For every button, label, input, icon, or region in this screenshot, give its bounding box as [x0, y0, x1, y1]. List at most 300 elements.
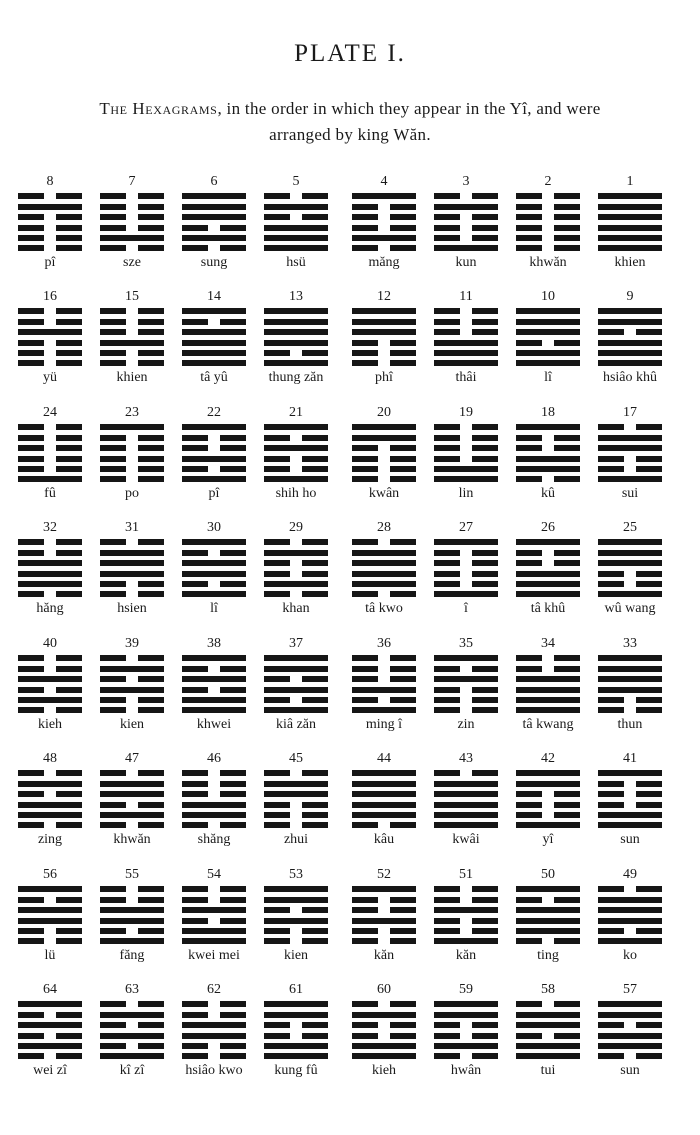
broken-line — [264, 770, 328, 776]
subtitle-line2: arranged by king Wăn. — [269, 125, 431, 144]
solid-line — [100, 812, 164, 818]
hexagram-name: thun — [617, 717, 643, 732]
solid-line — [516, 319, 580, 325]
hexagram-number: 9 — [626, 289, 634, 304]
broken-line — [100, 350, 164, 356]
hexagram-name: hăng — [36, 601, 64, 616]
hexagram-name: tui — [540, 1063, 556, 1078]
solid-line — [598, 666, 662, 672]
broken-line — [352, 245, 416, 251]
broken-line — [18, 1012, 82, 1018]
broken-line — [434, 770, 498, 776]
broken-line — [100, 204, 164, 210]
solid-line — [264, 550, 328, 556]
solid-line — [264, 424, 328, 430]
broken-line — [434, 707, 498, 713]
solid-line — [352, 571, 416, 577]
hexagram-name: kiâ zăn — [275, 717, 317, 732]
broken-line — [182, 581, 246, 587]
hexagram-name: wû wang — [604, 601, 656, 616]
broken-line — [18, 655, 82, 661]
hexagram-number: 32 — [43, 520, 57, 535]
solid-line — [264, 340, 328, 346]
broken-line — [18, 435, 82, 441]
broken-line — [352, 456, 416, 462]
hexagram-number: 20 — [377, 405, 391, 420]
hexagram-name: khien — [614, 255, 646, 270]
broken-line — [18, 245, 82, 251]
hexagram-number: 43 — [459, 751, 473, 766]
solid-line — [100, 791, 164, 797]
hexagram-name: hsiâo khû — [602, 370, 658, 385]
solid-line — [598, 1033, 662, 1039]
broken-line — [352, 655, 416, 661]
broken-line — [264, 571, 328, 577]
solid-line — [18, 907, 82, 913]
broken-line — [182, 770, 246, 776]
solid-line — [264, 655, 328, 661]
broken-line — [516, 938, 580, 944]
hexagram-number: 52 — [377, 867, 391, 882]
broken-line — [352, 445, 416, 451]
solid-line — [100, 560, 164, 566]
broken-line — [18, 791, 82, 797]
broken-line — [182, 822, 246, 828]
solid-line — [516, 687, 580, 693]
broken-line — [182, 1012, 246, 1018]
broken-line — [100, 360, 164, 366]
broken-line — [516, 655, 580, 661]
solid-line — [516, 886, 580, 892]
hexagram-number: 30 — [207, 520, 221, 535]
solid-line — [182, 204, 246, 210]
solid-line — [18, 581, 82, 587]
broken-line — [18, 539, 82, 545]
broken-line — [264, 676, 328, 682]
hexagram-number: 39 — [125, 636, 139, 651]
hexagram-number: 5 — [292, 174, 300, 189]
hexagram-number: 21 — [289, 405, 303, 420]
broken-line — [264, 591, 328, 597]
hexagram-name: lî — [544, 370, 552, 385]
broken-line — [352, 539, 416, 545]
broken-line — [434, 456, 498, 462]
broken-line — [18, 466, 82, 472]
hexagram-name: kăn — [373, 948, 395, 963]
hexagram-name: khwăn — [529, 255, 567, 270]
solid-line — [516, 1043, 580, 1049]
hexagram-name: kung fû — [274, 1063, 318, 1078]
broken-line — [352, 350, 416, 356]
solid-line — [516, 581, 580, 587]
broken-line — [352, 340, 416, 346]
broken-line — [264, 928, 328, 934]
broken-line — [264, 812, 328, 818]
solid-line — [598, 204, 662, 210]
broken-line — [598, 424, 662, 430]
hexagram-number: 11 — [459, 289, 473, 304]
solid-line — [598, 676, 662, 682]
hexagram-name: thâi — [455, 370, 477, 385]
broken-line — [598, 466, 662, 472]
solid-line — [264, 308, 328, 314]
solid-line — [18, 204, 82, 210]
hexagram-number: 36 — [377, 636, 391, 651]
broken-line — [182, 886, 246, 892]
broken-line — [434, 1053, 498, 1059]
solid-line — [516, 591, 580, 597]
broken-line — [182, 1043, 246, 1049]
solid-line — [434, 791, 498, 797]
broken-line — [434, 666, 498, 672]
hexagram-number: 40 — [43, 636, 57, 651]
hexagram-number: 2 — [544, 174, 552, 189]
solid-line — [182, 907, 246, 913]
solid-line — [182, 308, 246, 314]
solid-line — [264, 329, 328, 335]
solid-line — [516, 456, 580, 462]
broken-line — [352, 1022, 416, 1028]
solid-line — [598, 938, 662, 944]
broken-line — [18, 822, 82, 828]
broken-line — [100, 466, 164, 472]
solid-line — [434, 466, 498, 472]
hexagram-name: phî — [375, 370, 393, 385]
solid-line — [352, 1053, 416, 1059]
broken-line — [598, 928, 662, 934]
solid-line — [182, 707, 246, 713]
solid-line — [598, 1043, 662, 1049]
hexagram-number: 58 — [541, 982, 555, 997]
hexagram-number: 27 — [459, 520, 473, 535]
hexagram-name: zing — [37, 832, 63, 847]
solid-line — [598, 214, 662, 220]
solid-line — [352, 193, 416, 199]
solid-line — [264, 687, 328, 693]
hexagram-number: 25 — [623, 520, 637, 535]
solid-line — [516, 424, 580, 430]
broken-line — [100, 655, 164, 661]
broken-line — [18, 550, 82, 556]
solid-line — [182, 340, 246, 346]
solid-line — [598, 193, 662, 199]
solid-line — [264, 476, 328, 482]
solid-line — [598, 435, 662, 441]
solid-line — [100, 235, 164, 241]
hexagram-name: khwăn — [113, 832, 151, 847]
broken-line — [264, 539, 328, 545]
broken-line — [516, 560, 580, 566]
solid-line — [264, 918, 328, 924]
broken-line — [516, 550, 580, 556]
broken-line — [264, 1022, 328, 1028]
broken-line — [182, 918, 246, 924]
solid-line — [264, 1001, 328, 1007]
solid-line — [434, 340, 498, 346]
broken-line — [100, 329, 164, 335]
hexagram-number: 3 — [462, 174, 470, 189]
hexagram-name: khan — [282, 601, 310, 616]
solid-line — [598, 687, 662, 693]
solid-line — [598, 907, 662, 913]
hexagram-name: zhui — [283, 832, 309, 847]
solid-line — [182, 424, 246, 430]
solid-line — [264, 360, 328, 366]
broken-line — [516, 204, 580, 210]
hexagram-number: 54 — [207, 867, 221, 882]
broken-line — [352, 360, 416, 366]
broken-line — [100, 707, 164, 713]
broken-line — [264, 350, 328, 356]
broken-line — [264, 822, 328, 828]
broken-line — [598, 581, 662, 587]
hexagram-number: 4 — [380, 174, 388, 189]
solid-line — [598, 591, 662, 597]
hexagram-name: hsien — [117, 601, 147, 616]
broken-line — [18, 707, 82, 713]
solid-line — [182, 676, 246, 682]
solid-line — [516, 676, 580, 682]
broken-line — [598, 791, 662, 797]
broken-line — [182, 897, 246, 903]
solid-line — [598, 770, 662, 776]
solid-line — [598, 235, 662, 241]
broken-line — [516, 812, 580, 818]
solid-line — [264, 897, 328, 903]
solid-line — [182, 591, 246, 597]
solid-line — [182, 697, 246, 703]
hexagram-name: sui — [621, 486, 639, 501]
broken-line — [100, 1022, 164, 1028]
hexagram-number: 45 — [289, 751, 303, 766]
solid-line — [516, 308, 580, 314]
hexagram-number: 55 — [125, 867, 139, 882]
solid-line — [516, 770, 580, 776]
broken-line — [352, 214, 416, 220]
broken-line — [434, 214, 498, 220]
broken-line — [100, 581, 164, 587]
hexagram-number: 47 — [125, 751, 139, 766]
broken-line — [434, 424, 498, 430]
hexagram-number: 29 — [289, 520, 303, 535]
solid-line — [182, 360, 246, 366]
solid-line — [264, 225, 328, 231]
broken-line — [434, 697, 498, 703]
broken-line — [434, 571, 498, 577]
solid-line — [598, 655, 662, 661]
hexagram-name: kien — [283, 948, 309, 963]
broken-line — [100, 770, 164, 776]
hexagram-number: 48 — [43, 751, 57, 766]
solid-line — [182, 214, 246, 220]
plate-title: PLATE I. — [294, 40, 406, 67]
hexagram-number: 15 — [125, 289, 139, 304]
solid-line — [100, 781, 164, 787]
solid-line — [182, 235, 246, 241]
broken-line — [434, 193, 498, 199]
solid-line — [18, 476, 82, 482]
solid-line — [434, 204, 498, 210]
hexagram-name: kwân — [368, 486, 400, 501]
broken-line — [18, 897, 82, 903]
broken-line — [434, 550, 498, 556]
solid-line — [352, 918, 416, 924]
hexagram-number: 13 — [289, 289, 303, 304]
subtitle-lead: The Hexagrams — [99, 99, 218, 118]
hexagram-number: 59 — [459, 982, 473, 997]
hexagram-name: ming î — [365, 717, 403, 732]
solid-line — [598, 319, 662, 325]
solid-line — [434, 476, 498, 482]
solid-line — [264, 1053, 328, 1059]
hexagram-name: kwâi — [452, 832, 480, 847]
broken-line — [100, 539, 164, 545]
broken-line — [18, 350, 82, 356]
solid-line — [100, 666, 164, 672]
broken-line — [182, 445, 246, 451]
hexagram-number: 57 — [623, 982, 637, 997]
broken-line — [516, 193, 580, 199]
broken-line — [434, 319, 498, 325]
broken-line — [18, 424, 82, 430]
solid-line — [264, 235, 328, 241]
broken-line — [100, 193, 164, 199]
hexagram-number: 53 — [289, 867, 303, 882]
broken-line — [18, 456, 82, 462]
solid-line — [434, 676, 498, 682]
solid-line — [18, 812, 82, 818]
broken-line — [182, 550, 246, 556]
solid-line — [598, 550, 662, 556]
solid-line — [18, 886, 82, 892]
hexagram-name: khwei — [196, 717, 232, 732]
broken-line — [182, 466, 246, 472]
hexagram-name: kien — [119, 717, 145, 732]
broken-line — [516, 1001, 580, 1007]
solid-line — [100, 1012, 164, 1018]
broken-line — [434, 897, 498, 903]
broken-line — [352, 666, 416, 672]
solid-line — [352, 550, 416, 556]
broken-line — [18, 445, 82, 451]
broken-line — [598, 802, 662, 808]
solid-line — [182, 802, 246, 808]
solid-line — [100, 907, 164, 913]
solid-line — [434, 1043, 498, 1049]
broken-line — [352, 822, 416, 828]
hexagram-number: 26 — [541, 520, 555, 535]
broken-line — [18, 687, 82, 693]
broken-line — [516, 435, 580, 441]
hexagram-number: 42 — [541, 751, 555, 766]
solid-line — [516, 707, 580, 713]
solid-line — [516, 781, 580, 787]
solid-line — [434, 655, 498, 661]
solid-line — [598, 918, 662, 924]
broken-line — [516, 476, 580, 482]
solid-line — [18, 781, 82, 787]
broken-line — [352, 928, 416, 934]
broken-line — [182, 245, 246, 251]
hexagram-name: kwei mei — [188, 948, 240, 963]
hexagram-name: hsü — [286, 255, 306, 270]
broken-line — [434, 687, 498, 693]
solid-line — [352, 560, 416, 566]
broken-line — [18, 308, 82, 314]
hexagram-name: sun — [620, 1063, 640, 1078]
solid-line — [598, 245, 662, 251]
solid-line — [516, 360, 580, 366]
broken-line — [434, 918, 498, 924]
broken-line — [100, 928, 164, 934]
solid-line — [100, 571, 164, 577]
hexagram-name: kû — [541, 486, 555, 501]
broken-line — [352, 225, 416, 231]
hexagram-name: pî — [44, 255, 56, 270]
broken-line — [18, 214, 82, 220]
hexagram-number: 6 — [210, 174, 218, 189]
hexagram-name: kăn — [455, 948, 477, 963]
solid-line — [352, 1043, 416, 1049]
solid-line — [264, 319, 328, 325]
hexagram-name: kâu — [373, 832, 395, 847]
hexagram-number: 18 — [541, 405, 555, 420]
hexagram-name: hwân — [450, 1063, 482, 1078]
solid-line — [352, 235, 416, 241]
broken-line — [434, 329, 498, 335]
solid-line — [182, 560, 246, 566]
solid-line — [434, 245, 498, 251]
solid-line — [434, 822, 498, 828]
hexagram-number: 50 — [541, 867, 555, 882]
solid-line — [598, 445, 662, 451]
hexagram-name: lî — [210, 601, 218, 616]
solid-line — [264, 791, 328, 797]
solid-line — [264, 245, 328, 251]
solid-line — [516, 466, 580, 472]
hexagram-number: 1 — [626, 174, 634, 189]
broken-line — [434, 928, 498, 934]
broken-line — [100, 697, 164, 703]
broken-line — [18, 225, 82, 231]
broken-line — [264, 466, 328, 472]
solid-line — [598, 225, 662, 231]
broken-line — [100, 456, 164, 462]
solid-line — [598, 1001, 662, 1007]
solid-line — [100, 550, 164, 556]
broken-line — [516, 666, 580, 672]
solid-line — [352, 435, 416, 441]
broken-line — [516, 802, 580, 808]
solid-line — [434, 938, 498, 944]
solid-line — [182, 571, 246, 577]
solid-line — [598, 476, 662, 482]
hexagram-name: sun — [620, 832, 640, 847]
hexagram-name: tâ kwang — [522, 717, 574, 732]
broken-line — [18, 591, 82, 597]
hexagram-number: 41 — [623, 751, 637, 766]
solid-line — [352, 781, 416, 787]
solid-line — [352, 1012, 416, 1018]
broken-line — [100, 1001, 164, 1007]
hexagram-name: yî — [542, 832, 554, 847]
broken-line — [516, 225, 580, 231]
solid-line — [516, 571, 580, 577]
solid-line — [264, 781, 328, 787]
solid-line — [18, 1022, 82, 1028]
hexagram-number: 24 — [43, 405, 57, 420]
broken-line — [516, 235, 580, 241]
